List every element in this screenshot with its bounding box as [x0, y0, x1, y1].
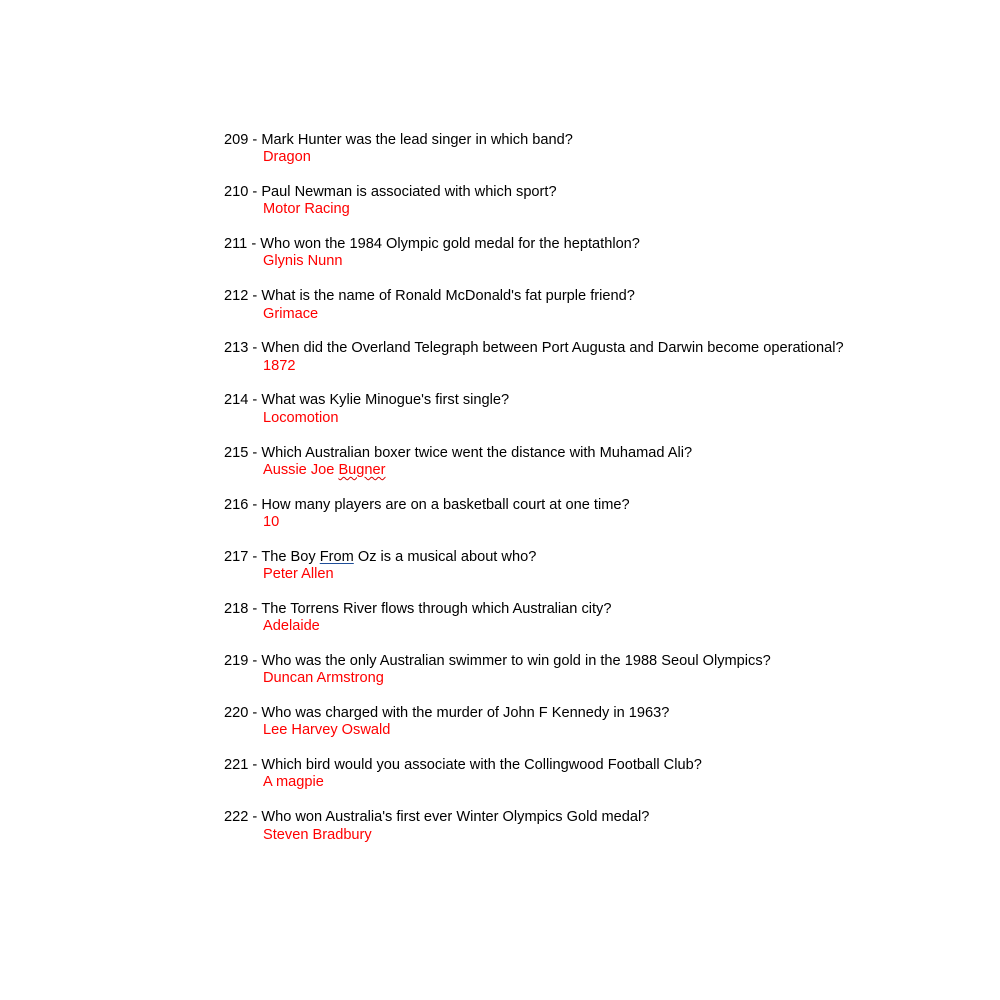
question-text: What was Kylie Minogue's first single?: [261, 392, 510, 409]
question-text: What is the name of Ronald McDonald's fat purple friend?: [261, 288, 635, 305]
question-number: 211 -: [224, 236, 261, 253]
question-number: 214 -: [224, 392, 262, 409]
question-number: 221 -: [224, 757, 262, 774]
question-number: 209 -: [224, 132, 262, 148]
question-text: Mark Hunter was the lead singer in which band?: [261, 132, 573, 148]
question-number: 220 -: [224, 705, 262, 722]
question-number: 215 -: [224, 444, 262, 461]
question-text-prefix: The Boy: [261, 548, 320, 565]
answer-text: Dragon: [263, 149, 311, 166]
quiz-item-211: [224, 236, 924, 271]
question-line: [224, 288, 924, 305]
answer-text: 10: [263, 513, 280, 530]
question-text-suffix: Oz is a musical about who?: [353, 548, 537, 565]
answer-text: [224, 462, 924, 479]
question-line: [224, 601, 924, 618]
question-number: 219 -: [224, 652, 262, 669]
question-text: When did the Overland Telegraph between Port Augusta and Darwin become operational?: [261, 340, 844, 357]
question-line: [224, 705, 924, 722]
quiz-item-222: [224, 809, 924, 844]
quiz-item-219: [224, 653, 924, 688]
question-number: 216 -: [224, 496, 262, 513]
question-line: [224, 653, 924, 670]
answer-text: A magpie: [263, 774, 324, 791]
question-line: [224, 757, 924, 774]
question-text: Who won Australia's first ever Winter Olympics Gold medal?: [261, 809, 650, 826]
quiz-item-213: [224, 340, 924, 375]
answer-text: Glynis Nunn: [263, 253, 343, 270]
quiz-item-216: [224, 497, 924, 532]
question-line: [224, 497, 924, 514]
answer-text: Steven Bradbury: [263, 826, 372, 843]
question-number: 218 -: [224, 600, 262, 617]
quiz-item-220: [224, 705, 924, 740]
question-line: [224, 549, 924, 566]
quiz-document-page: [224, 132, 924, 861]
answer-text: Motor Racing: [263, 201, 350, 218]
answer-text: 1872: [263, 357, 296, 374]
quiz-item-214: [224, 392, 924, 427]
answer-text: Adelaide: [263, 618, 320, 635]
quiz-item-221: [224, 757, 924, 792]
question-text: How many players are on a basketball court at one time?: [261, 496, 630, 513]
question-text: [261, 549, 924, 566]
question-line: [224, 392, 924, 409]
answer-text: Locomotion: [263, 409, 339, 426]
answer-text: Peter Allen: [263, 566, 334, 583]
question-text: Which Australian boxer twice went the distance with Muhamad Ali?: [261, 444, 693, 461]
question-line: [224, 445, 924, 462]
question-text: Who was charged with the murder of John F Kennedy in 1963?: [261, 705, 670, 722]
quiz-item-217: [224, 549, 924, 584]
quiz-item-215: [224, 445, 924, 480]
question-line: [224, 236, 924, 253]
quiz-item-218: [224, 601, 924, 636]
quiz-item-210: [224, 184, 924, 219]
question-line: [224, 340, 924, 357]
spelling-flagged-word[interactable]: Bugner: [338, 461, 386, 478]
question-text: Which bird would you associate with the Collingwood Football Club?: [261, 757, 702, 774]
question-text: Paul Newman is associated with which sport?: [261, 184, 557, 201]
question-line: [224, 809, 924, 826]
question-number: 210 -: [224, 184, 262, 201]
quiz-item-209: [224, 132, 924, 167]
answer-text: Lee Harvey Oswald: [263, 722, 391, 739]
answer-text-prefix: Aussie Joe: [263, 461, 339, 478]
question-line: [224, 132, 924, 149]
question-number: 217 -: [224, 548, 262, 565]
answer-text: Duncan Armstrong: [263, 670, 384, 687]
question-text: Who was the only Australian swimmer to win gold in the 1988 Seoul Olympics?: [261, 652, 771, 669]
answer-text: Grimace: [263, 305, 319, 322]
question-number: 213 -: [224, 340, 262, 357]
quiz-item-212: [224, 288, 924, 323]
question-text: Who won the 1984 Olympic gold medal for the heptathlon?: [260, 236, 640, 253]
question-line: [224, 184, 924, 201]
question-number: 212 -: [224, 288, 262, 305]
question-text: The Torrens River flows through which Australian city?: [261, 600, 612, 617]
grammar-flagged-word[interactable]: From: [319, 548, 354, 565]
question-number: 222 -: [224, 809, 262, 826]
